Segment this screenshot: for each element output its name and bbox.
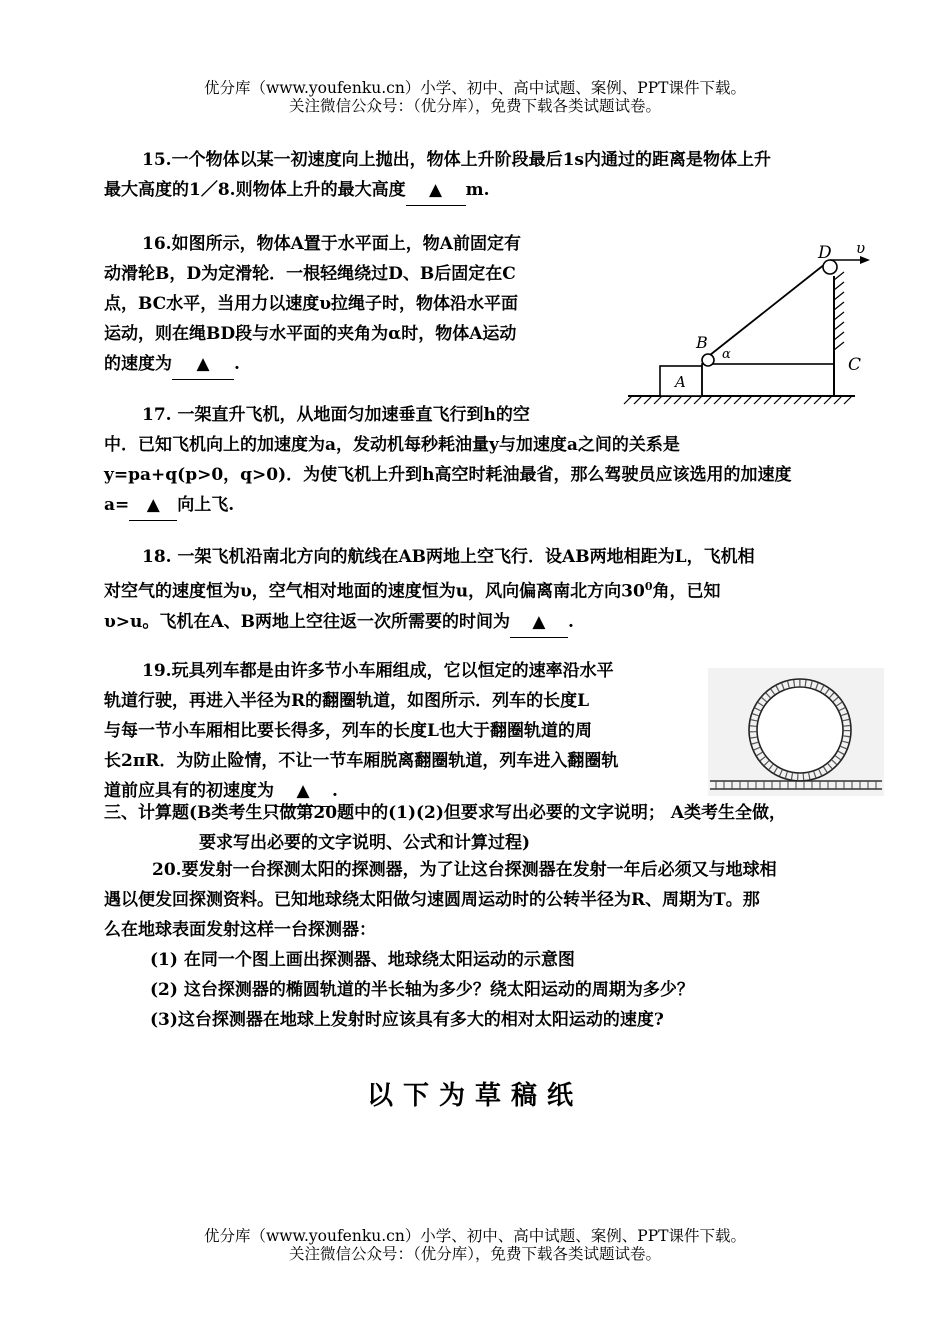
q16-line-3: 点，BC水平，当用力以速度υ拉绳子时，物体沿水平面 [104,294,519,314]
rail-ties [716,781,876,789]
q16-line-4: 运动，则在绳BD段与水平面的夹角为α时，物体A运动 [104,324,517,344]
pulley-diagram [620,238,880,410]
q15-text: 最大高度的1／8.则物体上升的最大高度 [104,180,406,200]
footer-line-2: 关注微信公众号：（优分库），免费下载各类试题试卷。 [288,1245,661,1263]
q20-line-1: 20.要发射一台探测太阳的探测器，为了让这台探测器在发射一年后必须又与地球相 [152,860,777,880]
q17-line-4 [104,490,849,521]
answer-blank-16[interactable]: ▲ [172,349,234,380]
label-a: A [675,373,686,391]
q17-line-2: 中．已知飞机向上的加速度为a，发动机每秒耗油量y与加速度a之间的关系是 [104,435,680,455]
question-17 [104,400,849,521]
section3-line-2: 要求写出必要的文字说明、公式和计算过程) [199,833,531,853]
q18-text-3: υ>u。飞机在A、B两地上空往返一次所需要的时间为 [104,611,510,632]
page-footer [0,1227,950,1263]
q20-line-2: 遇以便发回探测资料。已知地球绕太阳做匀速圆周运动时的公转半径为R、周期为T。那 [104,890,760,910]
q19-line-3: 与每一节小车厢相比要长得多，列车的长度L也大于翻圈轨道的周 [104,721,592,741]
q20-line-3: 么在地球表面发射这样一台探测器： [104,920,376,940]
q19-text: 道前应具有的初速度为 [104,781,274,801]
q18-period: . [567,611,574,632]
footer-line-1: 优分库（www.youfenku.cn）小学、初中、高中试题、案例、PPT课件下载。 [203,1227,747,1245]
section-3-heading [104,798,864,858]
q16-line-1: 16.如图所示，物体A置于水平面上，物A前固定有 [142,234,521,254]
q19-line-4: 长2πR．为防止险情，不让一节车厢脱离翻圈轨道，列车进入翻圈轨 [104,751,619,771]
wall-hatch [834,272,844,350]
q20-sub-2: (2) 这台探测器的椭圆轨道的半长轴为多少？绕太阳运动的周期为多少？ [150,980,694,1000]
q16-line-2: 动滑轮B，D为定滑轮．一根轻绳绕过D、B后固定在C [104,264,516,284]
loop-track-diagram [708,668,884,796]
q18-line-3 [104,607,849,638]
question-19 [104,656,704,807]
arrow-icon [860,256,870,264]
page-header [0,79,950,115]
q18-degree: 0 [644,580,653,593]
q15-unit: m. [465,180,490,200]
label-v: υ [856,239,866,257]
q19-line-2: 轨道行驶，再进入半径为R的翻圈轨道，如图所示．列车的长度L [104,691,590,711]
question-18 [104,542,849,638]
q18-text: 对空气的速度恒为υ，空气相对地面的速度恒为u，风向偏离南北方向30 [104,581,645,602]
q17-text: a= [104,495,130,515]
pulley-b [702,354,714,366]
q19-period: . [332,781,338,801]
loop-inner [757,687,843,773]
header-line-2: 关注微信公众号：（优分库），免费下载各类试题试卷。 [288,97,661,115]
q17-line-3: y=pa+q(p>0，q>0)．为使飞机上升到h高空时耗油最省，那么驾驶员应该选用的加速度 [104,465,792,485]
answer-blank-17[interactable]: ▲ [129,490,177,521]
q19-line-1: 19.玩具列车都是由许多节小车厢组成，它以恒定的速率沿水平 [142,661,614,681]
q20-sub-1: (1) 在同一个图上画出探测器、地球绕太阳运动的示意图 [150,950,575,970]
q18-line-2 [104,572,849,607]
q18-line-1: 18. 一架飞机沿南北方向的航线在AB两地上空飞行．设AB两地相距为L，飞机相 [142,547,755,567]
label-d: D [818,243,832,263]
section3-line-1: 三、计算题(B类考生只做第20题中的(1)(2)但要求写出必要的文字说明； A类考生全做， [104,803,787,823]
header-line-1: 优分库（www.youfenku.cn）小学、初中、高中试题、案例、PPT课件下载。 [203,79,747,97]
draft-paper-title: 以下为草稿纸 [366,1081,583,1111]
q18-text-2: 角，已知 [652,581,721,602]
q20-sub-3: (3)这台探测器在地球上发射时应该具有多大的相对太阳运动的速度? [150,1010,664,1030]
question-15 [104,145,849,206]
answer-blank-15[interactable]: ▲ [406,175,466,206]
rope-bd [710,264,825,355]
label-alpha: α [722,347,731,362]
q17-line-1: 17. 一架直升飞机，从地面匀加速垂直飞行到h的空 [142,405,530,425]
question-20 [104,855,854,1035]
q16-text: 的速度为 [104,354,172,374]
q15-line-1: 15.一个物体以某一初速度向上抛出，物体上升阶段最后1s内通过的距离是物体上升 [142,150,771,170]
label-b: B [696,333,708,352]
q16-period: . [234,354,240,374]
q17-tail: 向上飞. [177,495,235,515]
q15-line-2 [104,175,849,206]
answer-blank-19[interactable]: ▲ [274,776,332,807]
q16-line-5 [104,349,604,380]
rope-bc-box [702,364,834,396]
question-16 [104,229,604,380]
label-c: C [848,355,862,375]
answer-blank-18[interactable]: ▲ [510,607,568,638]
